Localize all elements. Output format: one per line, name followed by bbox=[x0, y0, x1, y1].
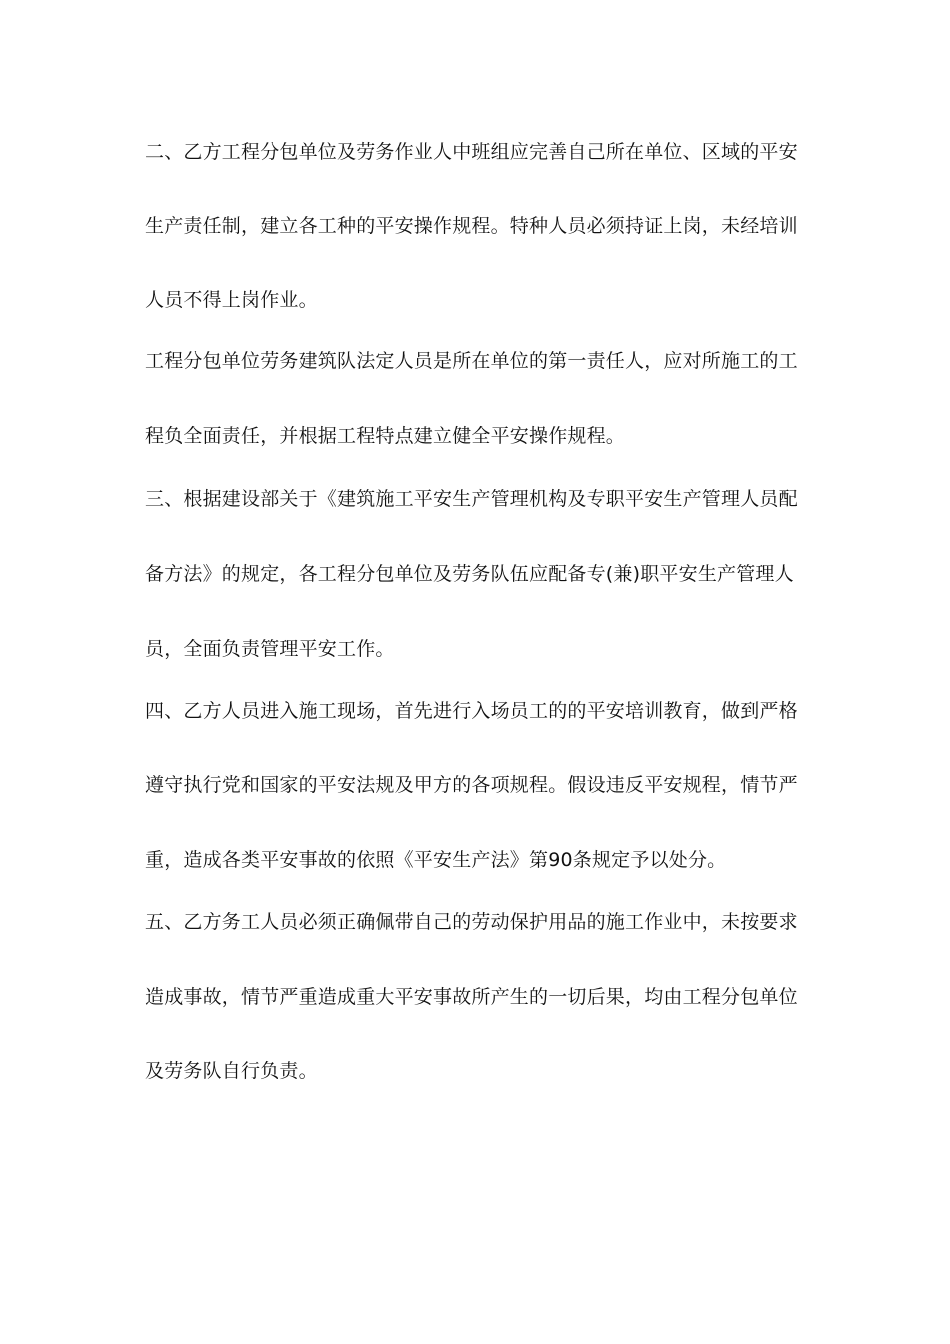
text-line: 四、乙方人员进入施工现场，首先进行入场员工的的平安培训教育，做到严格 bbox=[145, 700, 798, 722]
text-line: 及劳务队自行负责。 bbox=[145, 1060, 318, 1082]
text-line: 生产责任制，建立各工种的平安操作规程。特种人员必须持证上岗，未经培训 bbox=[145, 215, 798, 237]
text-line: 员，全面负责管理平安工作。 bbox=[145, 638, 395, 660]
text-line: 五、乙方务工人员必须正确佩带自己的劳动保护用品的施工作业中，未按要求 bbox=[145, 911, 798, 933]
text-line: 工程分包单位劳务建筑队法定人员是所在单位的第一责任人，应对所施工的工 bbox=[145, 350, 798, 372]
text-line: 二、乙方工程分包单位及劳务作业人中班组应完善自己所在单位、区域的平安 bbox=[145, 141, 798, 163]
text-line: 遵守执行党和国家的平安法规及甲方的各项规程。假设违反平安规程，情节严 bbox=[145, 774, 798, 796]
text-line: 三、根据建设部关于《建筑施工平安生产管理机构及专职平安生产管理人员配 bbox=[145, 488, 798, 510]
text-line: 程负全面责任，并根据工程特点建立健全平安操作规程。 bbox=[145, 425, 626, 447]
text-line: 重，造成各类平安事故的依照《平安生产法》第90条规定予以处分。 bbox=[145, 849, 727, 871]
text-line: 人员不得上岗作业。 bbox=[145, 289, 318, 311]
text-line: 备方法》的规定，各工程分包单位及劳务队伍应配备专(兼)职平安生产管理人 bbox=[145, 563, 794, 585]
text-line: 造成事故，情节严重造成重大平安事故所产生的一切后果，均由工程分包单位 bbox=[145, 986, 798, 1008]
